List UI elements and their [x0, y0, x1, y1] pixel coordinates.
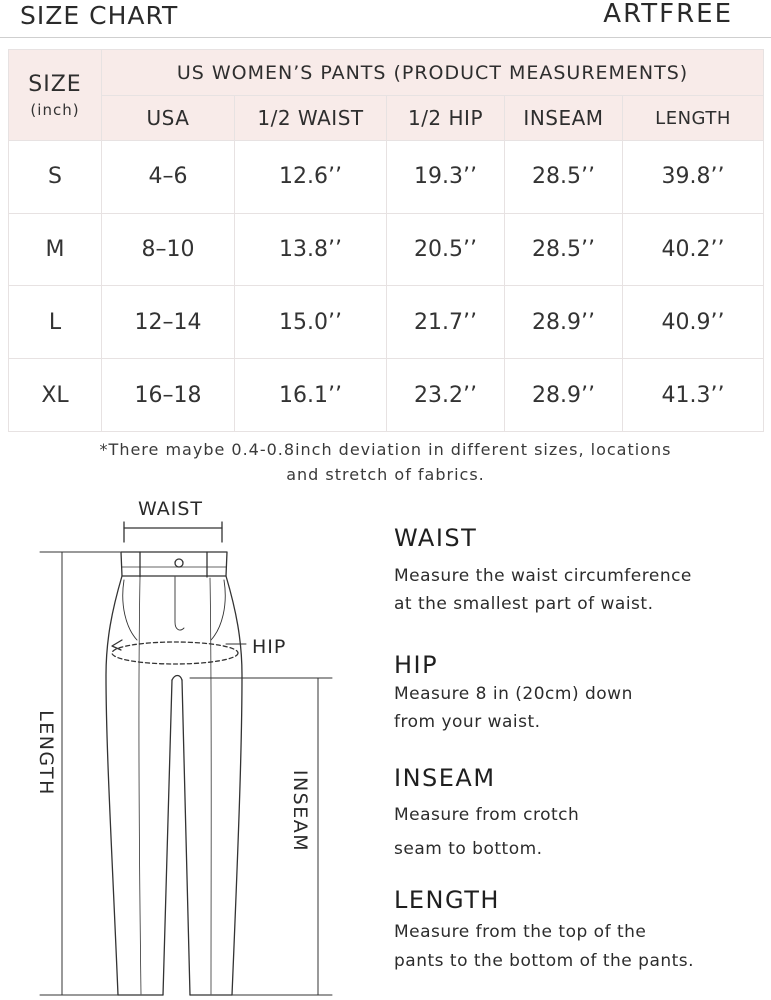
table-cell: 28.5’’ — [505, 213, 623, 286]
table-cell: 19.3’’ — [387, 140, 505, 213]
inseam-desc-line-1: Measure from crotch — [394, 805, 580, 825]
diagram-label-length: LENGTH — [35, 710, 57, 796]
table-cell: 13.8’’ — [235, 213, 387, 286]
row-size: M — [9, 213, 102, 286]
inseam-description — [394, 798, 754, 866]
size-header-unit: (inch) — [30, 100, 80, 119]
hip-desc-line-1: Measure 8 in (20cm) down — [394, 684, 633, 704]
note-line-1: *There maybe 0.4-0.8inch deviation in different sizes, locations — [99, 440, 672, 459]
length-description — [394, 918, 754, 976]
diagram-label-waist: WAIST — [138, 498, 204, 520]
table-cell: 8–10 — [102, 213, 235, 286]
table-cell: 20.5’’ — [387, 213, 505, 286]
brand-name: ARTFREE — [603, 0, 733, 29]
size-header — [9, 50, 102, 141]
table-cell: 15.0’’ — [235, 286, 387, 359]
table-cell: 28.9’’ — [505, 359, 623, 432]
pants-measurement-diagram — [0, 490, 380, 1000]
table-cell: 16–18 — [102, 359, 235, 432]
row-size: S — [9, 140, 102, 213]
top-bar — [0, 0, 771, 38]
note-line-2: and stretch of fabrics. — [286, 465, 485, 484]
table-cell: 28.5’’ — [505, 140, 623, 213]
row-size: L — [9, 286, 102, 359]
table-cell: 21.7’’ — [387, 286, 505, 359]
size-chart-table — [8, 49, 764, 432]
diagram-label-hip: HIP — [252, 636, 287, 658]
waist-desc-line-1: Measure the waist circumference — [394, 566, 692, 586]
table-cell: 41.3’’ — [623, 359, 764, 432]
hip-description — [394, 680, 754, 736]
table-cell: 16.1’’ — [235, 359, 387, 432]
diagram-label-inseam: INSEAM — [289, 769, 311, 853]
length-desc-line-1: Measure from the top of the — [394, 922, 647, 942]
pants-illustration — [0, 490, 380, 1000]
table-cell: 28.9’’ — [505, 286, 623, 359]
hip-desc-line-2: from your waist. — [394, 712, 541, 732]
inseam-desc-line-2: seam to bottom. — [394, 839, 543, 859]
table-cell: 39.8’’ — [623, 140, 764, 213]
waist-description — [394, 562, 754, 618]
table-cell: 12–14 — [102, 286, 235, 359]
table-cell: 12.6’’ — [235, 140, 387, 213]
column-header-half-waist: 1/2 WAIST — [235, 96, 387, 140]
waist-title: WAIST — [394, 524, 478, 552]
table-row — [9, 286, 764, 359]
table-row — [9, 359, 764, 432]
column-header-usa: USA — [102, 96, 235, 140]
table-cell: 40.2’’ — [623, 213, 764, 286]
table-row — [9, 140, 764, 213]
deviation-note — [0, 437, 771, 487]
inseam-title: INSEAM — [394, 764, 496, 792]
waist-desc-line-2: at the smallest part of waist. — [394, 594, 654, 614]
length-title: LENGTH — [394, 886, 500, 914]
table-row — [9, 213, 764, 286]
column-header-length: LENGTH — [623, 96, 764, 140]
page-title: SIZE CHART — [20, 1, 179, 30]
table-cell: 23.2’’ — [387, 359, 505, 432]
row-size: XL — [9, 359, 102, 432]
column-header-half-hip: 1/2 HIP — [387, 96, 505, 140]
table-group-title: US WOMEN’S PANTS (PRODUCT MEASUREMENTS) — [102, 50, 764, 96]
length-desc-line-2: pants to the bottom of the pants. — [394, 951, 695, 971]
size-header-label: SIZE — [28, 71, 82, 97]
table-cell: 40.9’’ — [623, 286, 764, 359]
column-header-inseam: INSEAM — [505, 96, 623, 140]
table-cell: 4–6 — [102, 140, 235, 213]
hip-title: HIP — [394, 651, 439, 679]
